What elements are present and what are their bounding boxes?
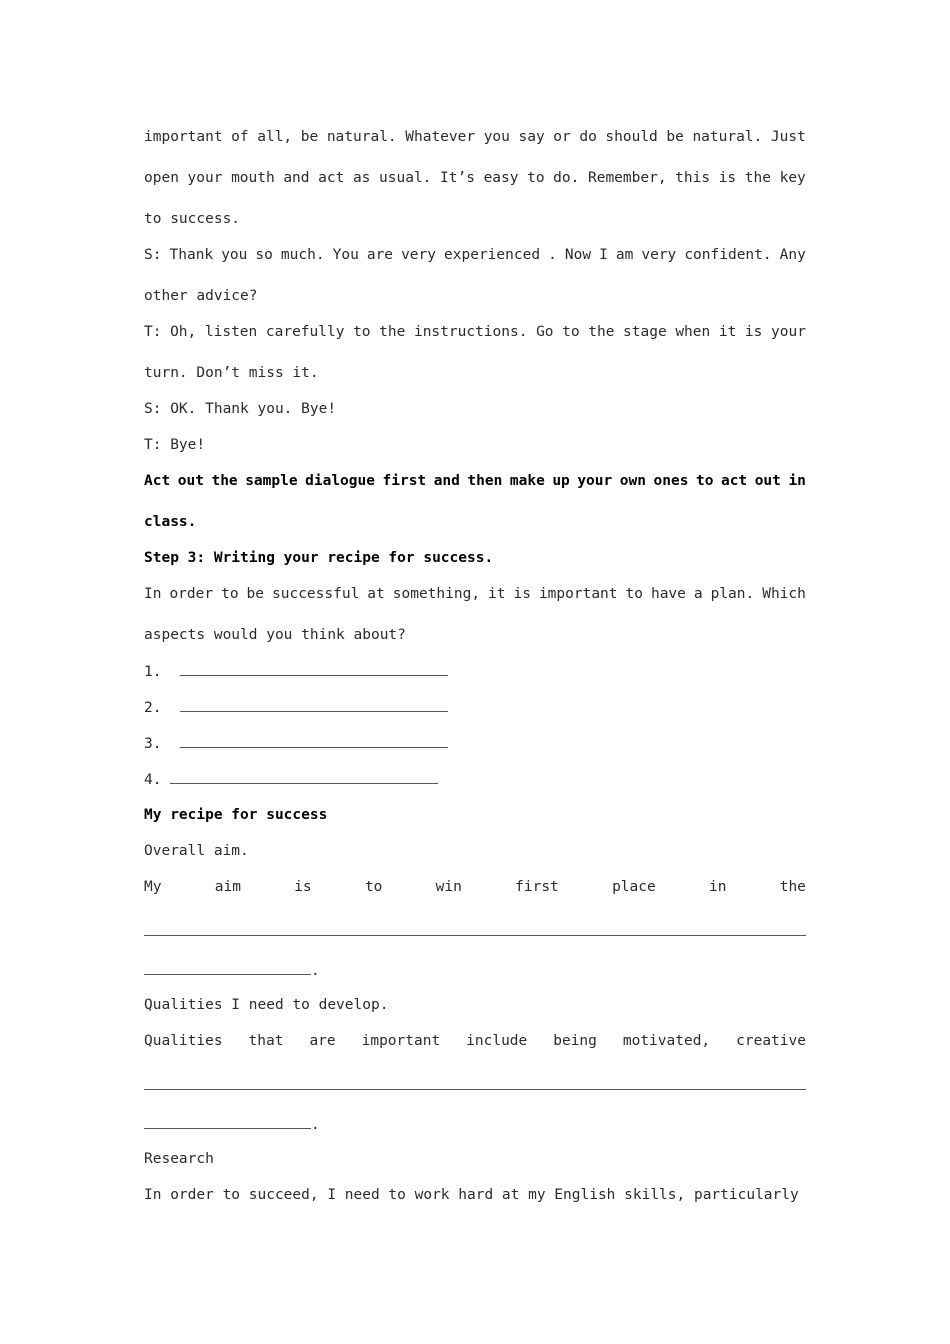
word: do — [579, 129, 597, 145]
aspect-blank-3[interactable] — [180, 733, 448, 748]
word: motivated, — [622, 1033, 711, 1049]
word: natural. — [326, 129, 397, 145]
word: win — [435, 879, 462, 895]
word: include — [466, 1033, 528, 1049]
word: are — [366, 247, 394, 263]
research-text: In order to succeed, I need to work hard at my English skills, particularly — [144, 1187, 799, 1203]
word: it — [718, 324, 737, 340]
word: to — [625, 586, 643, 602]
student-line-2: S: OK. Thank you. Bye! — [144, 401, 337, 417]
word: have — [650, 586, 686, 602]
word: up — [552, 473, 570, 489]
aspect-item-1 — [144, 661, 806, 682]
word: place — [612, 879, 656, 895]
qualities-period: . — [311, 1117, 320, 1133]
word: am — [615, 247, 634, 263]
step3-heading: Step 3: Writing your recipe for success. — [144, 550, 494, 566]
word: very — [641, 247, 677, 263]
word: all, — [257, 129, 293, 145]
dialogue-advice-line-2 — [144, 168, 806, 188]
word: the — [744, 170, 771, 186]
word: out — [177, 473, 204, 489]
word: in — [788, 473, 806, 489]
word: the — [379, 324, 406, 340]
word: aim — [214, 879, 241, 895]
aspect-number-3: 3. — [144, 736, 162, 752]
word: to — [562, 324, 580, 340]
word: of — [231, 129, 249, 145]
instruction-line-1 — [144, 471, 806, 491]
teacher-line-2-cont: turn. Don’t miss it. — [144, 365, 319, 381]
word: is — [294, 879, 312, 895]
word: Any — [779, 247, 806, 263]
word: to — [221, 586, 239, 602]
word: order — [169, 586, 214, 602]
dialogue-advice-line-1 — [144, 127, 806, 147]
word: be — [666, 129, 684, 145]
aspect-item-2 — [144, 697, 806, 718]
word: usual. — [379, 170, 432, 186]
aspect-number-1: 1. — [144, 664, 162, 680]
word: plan. — [710, 586, 755, 602]
word: easy — [483, 170, 519, 186]
qualities-label: Qualities I need to develop. — [144, 997, 389, 1013]
word: I — [599, 247, 608, 263]
word: confident. — [684, 247, 772, 263]
word: to — [353, 324, 371, 340]
word: first — [515, 879, 559, 895]
aim-blank-short[interactable] — [144, 960, 311, 975]
word: own — [619, 473, 646, 489]
word: It’s — [440, 170, 475, 186]
word: and — [433, 473, 460, 489]
word: important — [361, 1033, 441, 1049]
word: sample — [245, 473, 298, 489]
word: should — [605, 129, 658, 145]
qualities-blank-end — [144, 1114, 806, 1135]
word: do. — [553, 170, 580, 186]
word: you — [483, 129, 510, 145]
word: open — [144, 170, 179, 186]
word: make — [509, 473, 545, 489]
aspect-number-4: 4. — [144, 772, 162, 788]
word: you — [221, 247, 248, 263]
word: is — [513, 586, 531, 602]
word: act — [720, 473, 748, 489]
word: to — [527, 170, 545, 186]
word: Go — [536, 324, 554, 340]
word: creative — [736, 1033, 806, 1049]
qualities-blank-line[interactable] — [144, 1089, 806, 1090]
word: much. — [280, 247, 325, 263]
aspect-number-2: 2. — [144, 700, 162, 716]
word: is — [744, 324, 763, 340]
word: key — [779, 170, 806, 186]
aspect-blank-2[interactable] — [180, 697, 448, 712]
word: be — [246, 586, 265, 602]
word: My — [144, 879, 162, 895]
word: Thank — [169, 247, 214, 263]
word: the — [211, 473, 238, 489]
word: being — [553, 1033, 597, 1049]
word: instructions. — [413, 324, 528, 340]
word: and — [283, 170, 310, 186]
word: to — [695, 473, 714, 489]
word: Oh, — [170, 324, 197, 340]
step3-intro-line-1 — [144, 584, 806, 604]
word: a — [693, 586, 703, 602]
word: stage — [623, 324, 667, 340]
student-line-1 — [144, 245, 806, 265]
word: T: — [144, 324, 162, 340]
word: your — [187, 170, 223, 186]
word: or — [553, 129, 571, 145]
teacher-line-2 — [144, 322, 806, 342]
word: that — [248, 1033, 284, 1049]
word: important — [538, 586, 618, 602]
dialogue-advice-line-3: to success. — [144, 211, 241, 227]
word: the — [588, 324, 615, 340]
word: when — [675, 324, 711, 340]
student-line-1-cont: other advice? — [144, 288, 258, 304]
word: important — [144, 129, 223, 145]
word: Act — [144, 473, 171, 489]
word: Just — [770, 129, 806, 145]
word: first — [382, 473, 427, 489]
word: Qualities — [144, 1033, 223, 1049]
word: experienced — [444, 247, 541, 263]
word: mouth — [231, 170, 275, 186]
word: something, — [392, 586, 481, 602]
word: is — [718, 170, 737, 186]
word: very — [401, 247, 436, 263]
word: the — [779, 879, 806, 895]
word: at — [367, 586, 385, 602]
word: your — [771, 324, 806, 340]
step3-intro-line-2: aspects would you think about? — [144, 627, 406, 643]
word: to — [364, 879, 383, 895]
word: dialogue — [305, 473, 375, 489]
word: Remember, — [587, 170, 667, 186]
aspect-item-3 — [144, 733, 806, 754]
word: then — [467, 473, 503, 489]
aim-blank-end — [144, 960, 806, 981]
word: it — [488, 586, 506, 602]
word: successful — [272, 586, 360, 602]
word: Now — [564, 247, 592, 263]
aim-period: . — [311, 963, 320, 979]
word: are — [309, 1033, 336, 1049]
aspect-item-4 — [144, 769, 806, 790]
qualities-blank-short[interactable] — [144, 1114, 311, 1129]
instruction-line-2: class. — [144, 514, 197, 530]
aspect-blank-1[interactable] — [180, 661, 448, 676]
word: your — [577, 473, 613, 489]
word: say — [518, 129, 545, 145]
aim-sentence — [144, 877, 806, 897]
research-label: Research — [144, 1151, 214, 1167]
recipe-heading: My recipe for success — [144, 807, 328, 823]
word: In — [144, 586, 162, 602]
aim-label: Overall aim. — [144, 843, 249, 859]
word: listen — [204, 324, 258, 340]
word: Which — [762, 586, 806, 602]
word: be — [300, 129, 319, 145]
aim-blank-line[interactable] — [144, 935, 806, 936]
word: this — [675, 170, 711, 186]
word: carefully — [265, 324, 345, 340]
word: in — [708, 879, 727, 895]
word: as — [352, 170, 371, 186]
qualities-sentence — [144, 1031, 806, 1051]
word: S: — [144, 247, 162, 263]
word: natural. — [692, 129, 763, 145]
word: You — [332, 247, 359, 263]
word: act — [318, 170, 345, 186]
word: ones — [653, 473, 689, 489]
word: . — [548, 247, 557, 263]
aspect-blank-4[interactable] — [170, 769, 438, 784]
word: so — [255, 247, 273, 263]
word: Whatever — [405, 129, 476, 145]
teacher-line-3: T: Bye! — [144, 437, 206, 453]
word: out — [754, 473, 781, 489]
